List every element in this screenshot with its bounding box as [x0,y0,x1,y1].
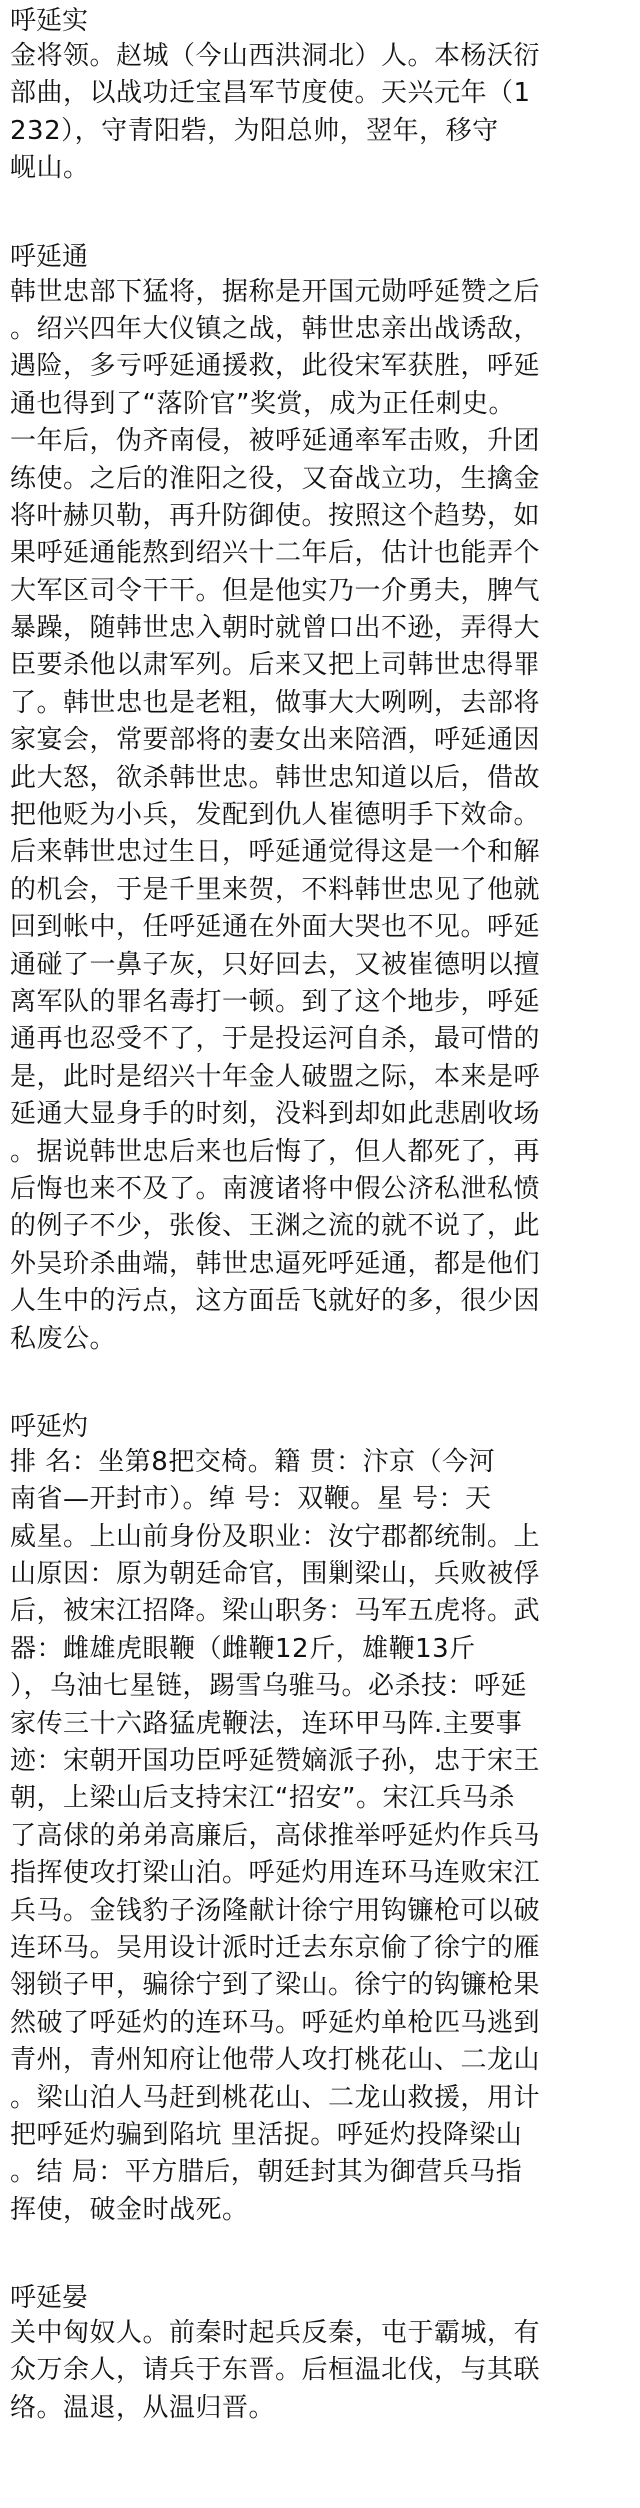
text-line: 青州，青州知府让他带人攻打桃花山、二龙山 [10,2045,541,2076]
text-line: 了高俅的弟弟高廉后，高俅推举呼延灼作兵马 [10,1820,541,1851]
text-line: 。结 局：平方腊后，朝廷封其为御营兵马指 [10,2157,523,2188]
text-line: 威星。上山前身份及职业：汝宁郡都统制。上 [10,1521,541,1552]
text-line: 此大怒，欲杀韩世忠。韩世忠知道以后，借故 [10,762,541,793]
entry-section [10,2281,630,2427]
text-line: 韩世忠部下猛将，据称是开国元勋呼延赞之后 [10,276,541,307]
text-line: 络。温退，从温归晋。 [10,2392,276,2423]
text-line: 的例子不少，张俊、王渊之流的就不说了，此 [10,1211,541,1242]
text-line: 遇险，多亏呼延通援救，此役宋军获胜，呼延 [10,351,541,382]
entry-title: 呼延晏 [10,2283,89,2314]
text-line: 金将领。赵城（今山西洪洞北）人。本杨沃衍 [10,41,541,71]
text-line: 。梁山泊人马赶到桃花山、二龙山救援，用计 [10,2082,541,2113]
text-line: 外吴玠杀曲端，韩世忠逼死呼延通，都是他们 [10,1248,541,1279]
text-line: 山原因：原为朝廷命官，围剿梁山，兵败被俘 [10,1559,541,1590]
text-line: 南省—开封市）。绰 号：双鞭。星 号：天 [10,1484,492,1515]
text-line: 挥使，破金时战死。 [10,2194,249,2225]
text-line: 后，被宋江招降。梁山职务：马军五虎将。武 [10,1596,541,1627]
text-line: 兵马。金钱豹子汤隆献计徐宁用钩镰枪可以破 [10,1895,541,1926]
text-line: 岘山。 [10,153,90,184]
text-line: 家宴会，常要部将的妻女出来陪酒，呼延通因 [10,725,541,756]
text-line: 后悔也来不及了。南渡诸将中假公济私泄私愤 [10,1173,541,1204]
text-line: 通也得到了“落阶官”奖赏，成为正任刺史。 [10,388,515,419]
text-line: 关中匈奴人。前秦时起兵反秦，屯于霸城，有 [10,2318,541,2349]
entry-section [10,1410,630,2229]
text-line: 大军区司令干干。但是他实乃一介勇夫，脾气 [10,575,541,606]
text-line: 232），守青阳砦，为阳总帅，翌年，移守 [10,115,499,146]
text-line: 了。韩世忠也是老粗，做事大大咧咧，去部将 [10,687,541,718]
section-gap [10,1358,630,1410]
section-gap [10,188,630,240]
text-line: 连环马。吴用设计派时迁去东京偷了徐宁的雁 [10,1932,541,1963]
text-line: 迹：宋朝开国功臣呼延赞嫡派子孙，忠于宋王 [10,1746,541,1777]
text-line: 众万余人，请兵于东晋。后桓温北伐，与其联 [10,2355,541,2386]
text-line: 是，此时是绍兴十年金人破盟之际，本来是呼 [10,1061,541,1092]
text-line: 延通大显身手的时刻，没料到却如此悲剧收场 [10,1099,541,1130]
text-line: 。据说韩世忠后来也后悔了，但人都死了，再 [10,1136,541,1167]
text-line: 翎锁子甲，骗徐宁到了梁山。徐宁的钩镰枪果 [10,1970,541,2001]
text-line: 果呼延通能熬到绍兴十二年后，估计也能弄个 [10,538,541,569]
text-line: 把呼延灼骗到陷坑 里活捉。呼延灼投降梁山 [10,2119,523,2150]
entry-section [10,240,630,1358]
text-line: 器：雌雄虎眼鞭（雌鞭12斤，雄鞭13斤 [10,1633,476,1664]
text-line: 将叶赫贝勒，再升防御使。按照这个趋势，如 [10,500,541,531]
text-line: 部曲，以战功迁宝昌军节度使。天兴元年（1 [10,78,531,109]
text-line: 人生中的污点，这方面岳飞就好的多，很少因 [10,1286,541,1317]
entry-title: 呼延灼 [10,1411,89,1442]
text-line: 朝，上梁山后支持宋江“招安”。宋江兵马杀 [10,1783,515,1814]
text-line: 的机会，于是千里来贺，不料韩世忠见了他就 [10,874,541,905]
text-line: 把他贬为小兵，发配到仇人崔德明手下效命。 [10,800,541,831]
section-gap [10,2229,630,2281]
text-line: 指挥使攻打梁山泊。呼延灼用连环马连败宋江 [10,1858,541,1889]
entry-title: 呼延通 [10,241,89,272]
text-line: 练使。之后的淮阳之役，又奋战立功，生擒金 [10,463,541,494]
text-line: 一年后，伪齐南侵，被呼延通率军击败，升团 [10,426,541,457]
text-line: 离军队的罪名毒打一顿。到了这个地步，呼延 [10,986,541,1017]
entry-section [10,4,630,188]
text-line: 排 名：坐第8把交椅。籍 贯：汴京（今河 [10,1446,496,1477]
text-line: 通碰了一鼻子灰，只好回去，又被崔德明以擅 [10,949,541,980]
text-line: 后来韩世忠过生日，呼延通觉得这是一个和解 [10,837,541,868]
text-line: 臣要杀他以肃军列。后来又把上司韩世忠得罪 [10,650,541,681]
text-line: 然破了呼延灼的连环马。呼延灼单枪匹马逃到 [10,2007,541,2038]
text-line: 家传三十六路猛虎鞭法，连环甲马阵.主要事 [10,1708,523,1739]
text-line: ），乌油七星链，踢雪乌骓马。必杀技：呼延 [10,1671,528,1702]
text-line: 暴躁，随韩世忠入朝时就曾口出不逊，弄得大 [10,613,541,644]
text-line: 通再也忍受不了，于是投运河自杀，最可惜的 [10,1024,541,1055]
entry-title: 呼延实 [10,6,89,36]
text-line: 私废公。 [10,1323,117,1354]
text-line: 回到帐中，任呼延通在外面大哭也不见。呼延 [10,912,541,943]
text-line: 。绍兴四年大仪镇之战，韩世忠亲出战诱敌， [10,313,541,344]
